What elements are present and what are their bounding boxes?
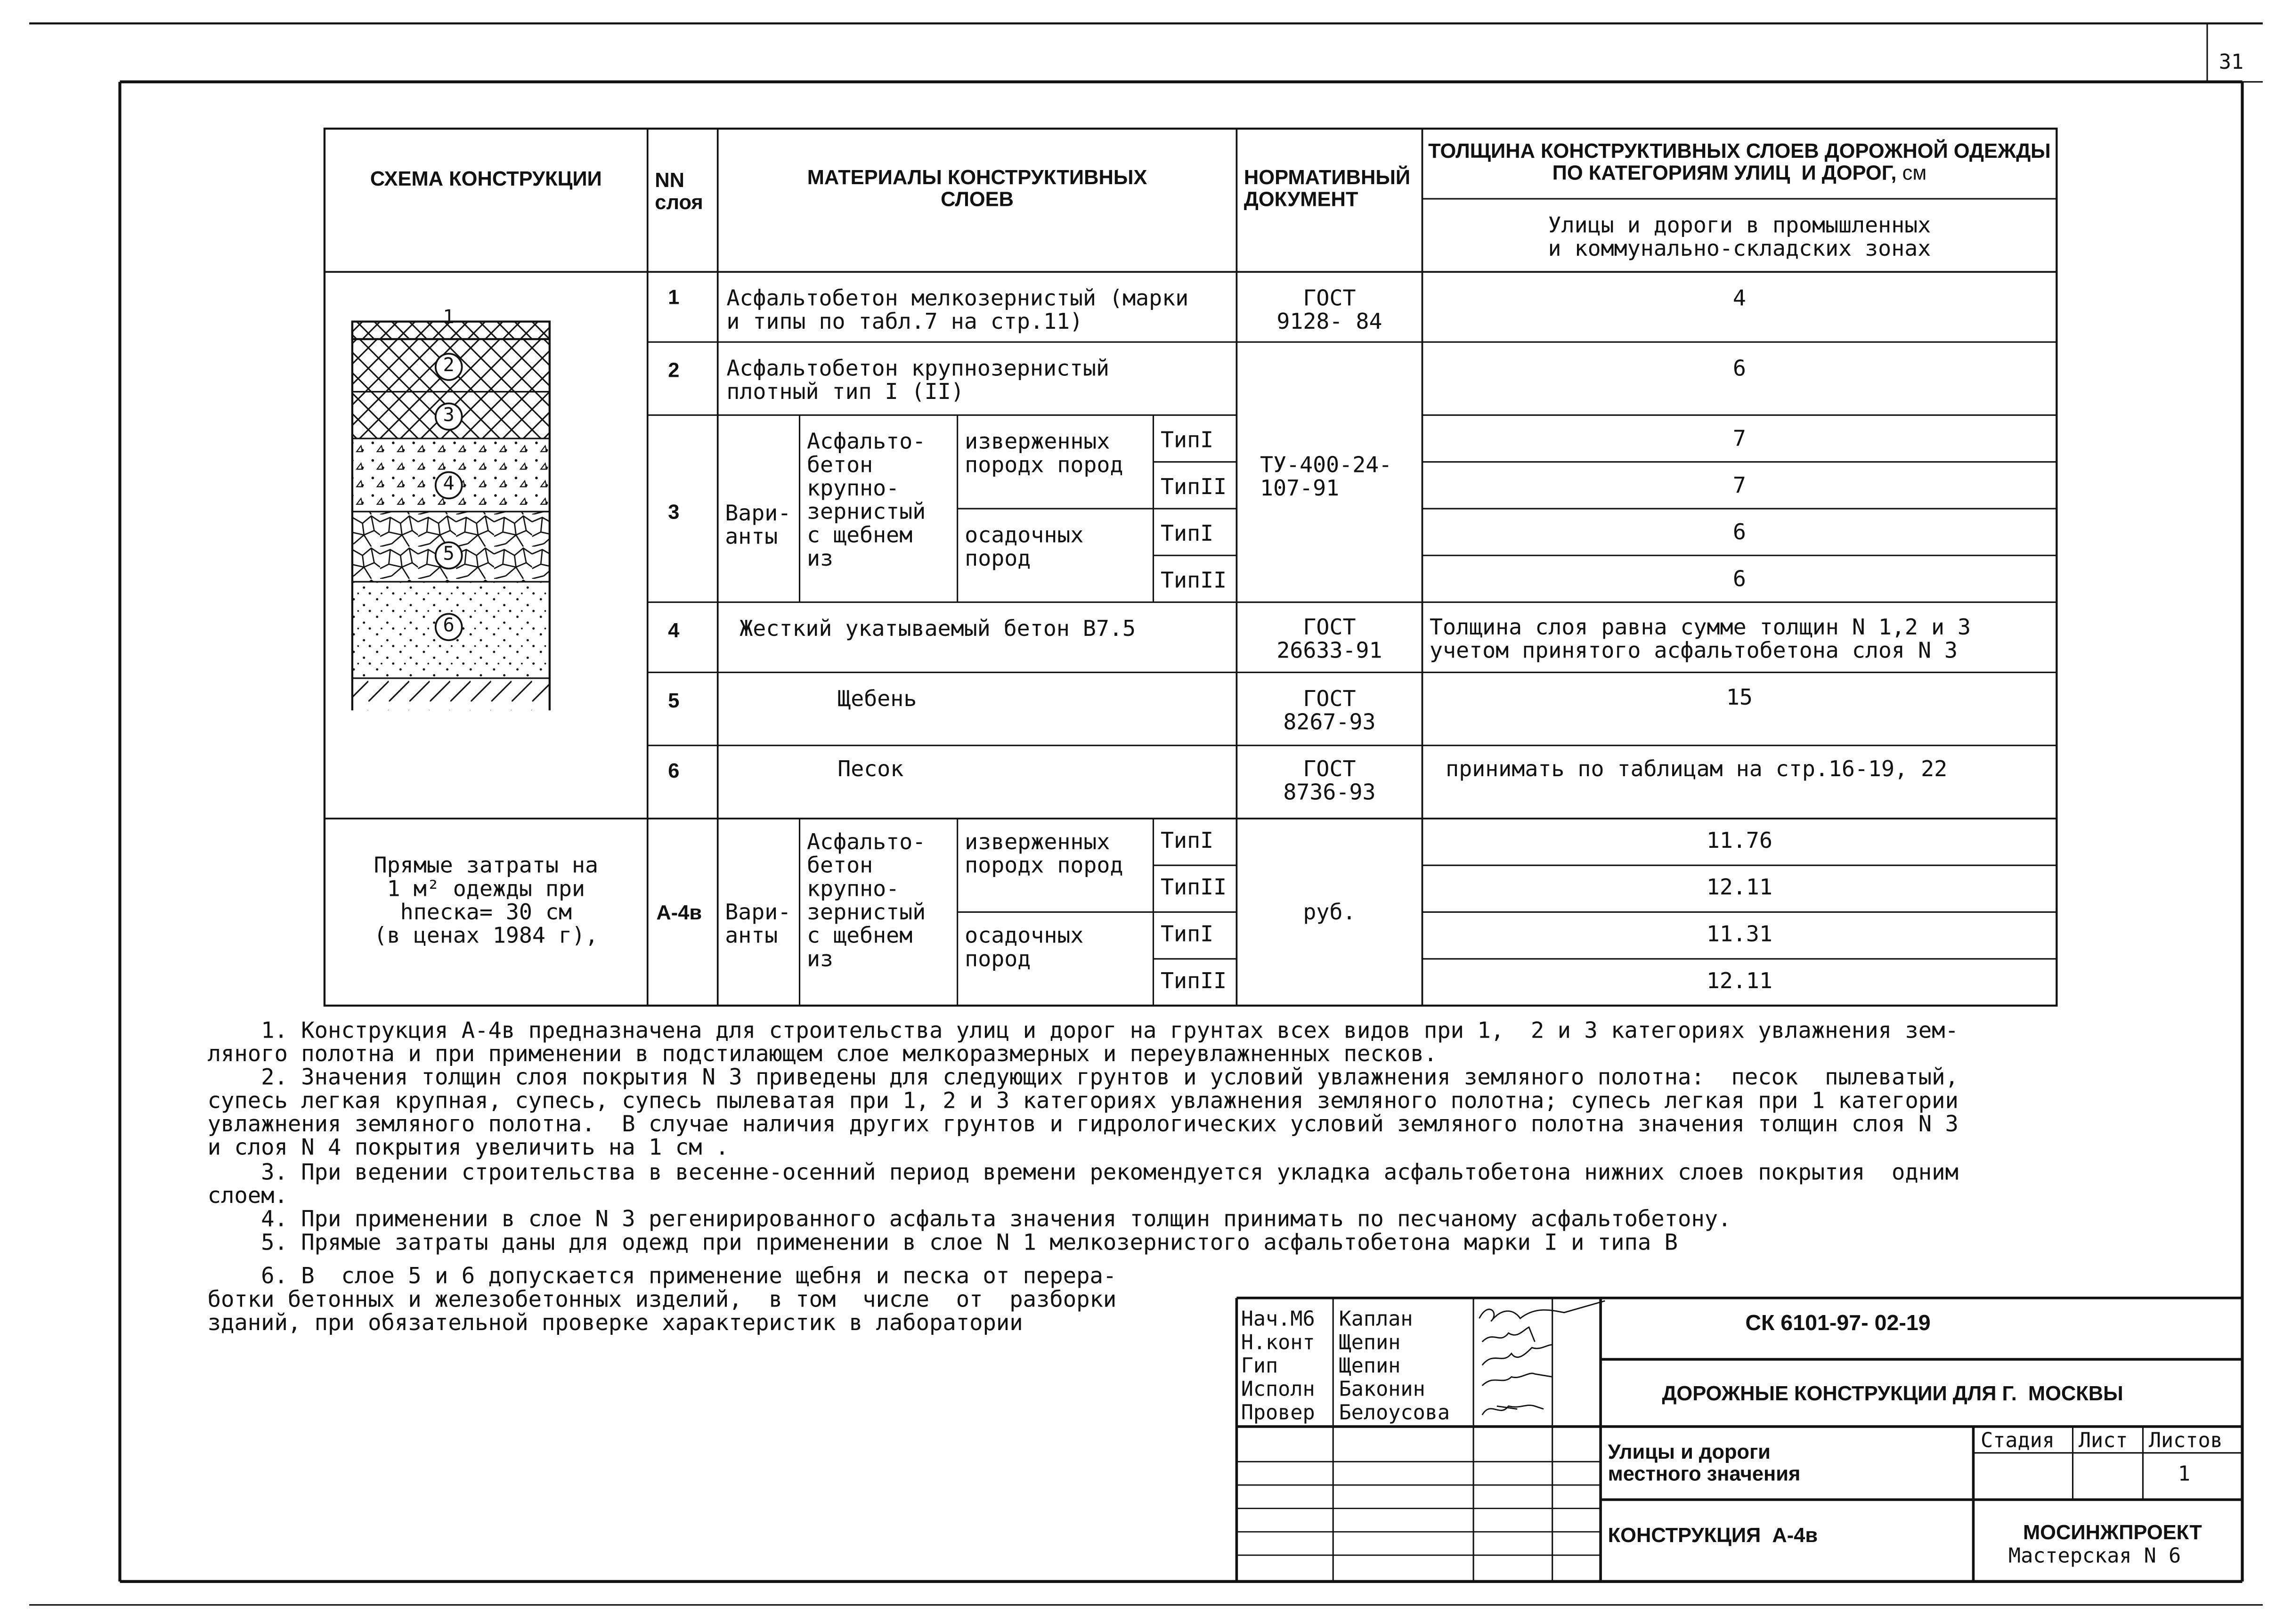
- row-2-value: 6: [1732, 355, 1746, 382]
- scheme-label-6: 6: [443, 615, 455, 638]
- row-4-value: Толщина слоя равна сумме толщин N 1,2 и 3 учетом принятого асфальтобетона слоя N 3: [1430, 614, 1971, 664]
- header-materials: МАТЕРИАЛЫ КОНСТРУКТИВНЫХ СЛОЕВ: [807, 165, 1147, 211]
- row-3-value-2: 7: [1732, 472, 1746, 499]
- note-line: 1. Конструкция А-4в предназначена для строительства улиц и дорог на грунтах всех видов при 1, 2 и 3 категориях увлажнения зем-: [207, 1017, 1959, 1044]
- note-line: 3. При ведении строительства в весенне-осенний период времени рекомендуется укладка асфальтобетона нижних слоев покрытия одним: [207, 1159, 1959, 1186]
- row-3-type-3: ТипI: [1161, 520, 1214, 547]
- stamp-sheets-value: 1: [2178, 1463, 2191, 1487]
- row-2-material: Асфальтобетон крупнозернистый плотный тип I (II): [726, 355, 1110, 405]
- header-thickness-unit: см: [1902, 161, 1927, 185]
- row-3-value-4: 6: [1732, 565, 1746, 592]
- stamp-name-3: Щепин: [1339, 1355, 1401, 1379]
- cost-variants: Вари- анты: [725, 899, 791, 949]
- row-3-doc: ТУ-400-24- 107-91: [1260, 451, 1392, 502]
- stamp-stage-label: Стадия: [1980, 1429, 2055, 1453]
- stamp-construction: КОНСТРУКЦИЯ А-4в: [1608, 1523, 1818, 1547]
- row-4-nn: 4: [668, 618, 680, 642]
- stamp-title: ДОРОЖНЫЕ КОНСТРУКЦИИ ДЛЯ Г. МОСКВЫ: [1662, 1381, 2123, 1405]
- construction-scheme: [352, 322, 550, 710]
- note-line: супесь легкая крупная, супесь, супесь пылеватая при 1, 2 и 3 категориях увлажнения земляного полотна; супесь легкая при 1 категории: [207, 1087, 1959, 1114]
- scheme-label-3: 3: [443, 405, 455, 427]
- cost-label-4: (в ценах 1984 г),: [374, 922, 599, 949]
- scheme-label-1: 1: [443, 307, 455, 329]
- row-3-variants: Вари- анты: [725, 500, 791, 550]
- cost-type-1: ТипI: [1161, 827, 1214, 854]
- cost-value-3: 11.31: [1706, 921, 1772, 947]
- row-5-material: Щебень: [837, 685, 917, 712]
- header-normative: НОРМАТИВНЫЙ ДОКУМЕНТ: [1244, 165, 1411, 211]
- row-2-nn: 2: [668, 358, 680, 382]
- header-scheme: СХЕМА КОНСТРУКЦИИ: [370, 166, 602, 190]
- note-line: увлажнения земляного полотна. В случае наличия других грунтов и гидрологических условий земляного полотна значения толщин слоя N 3: [207, 1111, 1959, 1137]
- stamp-sheet-label: Лист: [2078, 1429, 2128, 1453]
- row-5-value: 15: [1726, 684, 1753, 711]
- note-line: 2. Значения толщин слоя покрытия N 3 приведены для следующих грунтов и условий увлажнения земляного полотна: песок пылеватый,: [207, 1064, 1959, 1091]
- row-6-material: Песок: [837, 755, 904, 782]
- row-6-nn: 6: [668, 758, 680, 782]
- cost-value-1: 11.76: [1706, 827, 1772, 854]
- stamp-role-2: Н.конт: [1241, 1332, 1315, 1355]
- cost-sedimentary: осадочных пород: [965, 922, 1084, 972]
- scheme-label-5: 5: [443, 544, 455, 566]
- row-3-type-4: ТипII: [1161, 567, 1227, 593]
- stamp-role-5: Провер: [1241, 1402, 1315, 1425]
- row-5-nn: 5: [668, 688, 680, 712]
- note-line: зданий, при обязательной проверке характеристик в лаборатории: [207, 1309, 1023, 1336]
- cost-label-3: hпеска= 30 см: [400, 899, 572, 926]
- row-3-type-1: ТипI: [1161, 427, 1214, 454]
- scheme-label-2: 2: [443, 355, 455, 377]
- stamp-name-2: Щепин: [1339, 1332, 1401, 1355]
- header-thickness: [1422, 140, 2057, 184]
- row-3-sedimentary: осадочных пород: [965, 521, 1084, 572]
- header-zone: Улицы и дороги в промышленных и коммунально-складских зонах: [1548, 211, 1931, 262]
- stamp-sheets-label: Листов: [2148, 1429, 2223, 1453]
- cost-type-2: ТипII: [1161, 874, 1227, 901]
- cost-type-4: ТипII: [1161, 967, 1227, 994]
- row-1-nn: 1: [668, 285, 680, 309]
- signatures-image: [1479, 1301, 1605, 1415]
- stamp-workshop: Мастерская N 6: [2008, 1545, 2181, 1568]
- row-4-doc: ГОСТ 26633-91: [1276, 614, 1382, 664]
- row-1-material: Асфальтобетон мелкозернистый (марки и типы по табл.7 на стр.11): [726, 285, 1189, 335]
- row-3-value-3: 6: [1732, 519, 1746, 545]
- stamp-name-1: Каплан: [1339, 1308, 1413, 1332]
- note-line: ботки бетонных и железобетонных изделий, в том числе от разборки: [207, 1286, 1117, 1313]
- row-1-doc: ГОСТ 9128- 84: [1276, 285, 1382, 335]
- stamp-code: СК 6101-97- 02-19: [1745, 1311, 1931, 1336]
- cost-value-4: 12.11: [1706, 967, 1772, 994]
- page-number: 31: [2219, 51, 2244, 75]
- cost-unit: руб.: [1303, 899, 1356, 926]
- cost-type-3: ТипI: [1161, 921, 1214, 947]
- stamp-name-5: Белоусова: [1339, 1402, 1450, 1425]
- row-6-doc: ГОСТ 8736-93: [1283, 755, 1376, 805]
- note-line: ляного полотна и при применении в подстилающем слое мелкоразмерных и переувлажненных песков.: [207, 1040, 1438, 1067]
- cost-value-2: 12.11: [1706, 874, 1772, 901]
- row-5-doc: ГОСТ 8267-93: [1283, 685, 1376, 735]
- cost-label-2: 1 м² одежды при: [387, 875, 585, 902]
- cost-label-1: Прямые затраты на: [374, 852, 599, 879]
- row-3-sub-material: Асфальто- бетон крупно- зернистый с щебнем из: [807, 428, 926, 572]
- scheme-label-4: 4: [443, 473, 455, 496]
- row-3-type-2: ТипII: [1161, 473, 1227, 500]
- cost-code: А-4в: [656, 900, 702, 924]
- row-6-value: принимать по таблицам на стр.16-19, 22: [1446, 755, 1948, 782]
- stamp-subtitle: Улицы и дороги местного значения: [1608, 1439, 1801, 1485]
- note-line: 4. При применении в слое N 3 регенирированного асфальта значения толщин принимать по песчаному асфальтобетону.: [207, 1206, 1731, 1233]
- stamp-role-1: Нач.М6: [1241, 1308, 1315, 1332]
- row-4-material: Жесткий укатываемый бетон В7.5: [740, 615, 1136, 642]
- cost-igneous: изверженных породх пород: [965, 828, 1123, 879]
- row-3-nn: 3: [668, 500, 680, 523]
- row-1-value: 4: [1732, 285, 1746, 312]
- cost-sub-material: Асфальто- бетон крупно- зернистый с щебнем из: [807, 828, 926, 972]
- stamp-role-4: Исполн: [1241, 1378, 1315, 1402]
- stamp-role-3: Гип: [1241, 1355, 1278, 1379]
- note-line: слоем.: [207, 1182, 288, 1209]
- row-3-value-1: 7: [1732, 425, 1746, 452]
- stamp-org: МОСИНЖПРОЕКТ: [2023, 1520, 2202, 1544]
- note-line: 5. Прямые затраты даны для одежд при применении в слое N 1 мелкозернистого асфальтобетона марки I и типа В: [207, 1229, 1678, 1256]
- stamp-name-4: Баконин: [1339, 1378, 1425, 1402]
- header-thickness-text: ТОЛЩИНА КОНСТРУКТИВНЫХ СЛОЕВ ДОРОЖНОЙ ОДЕЖДЫ ПО КАТЕГОРИЯМ УЛИЦ И ДОРОГ,: [1428, 138, 2051, 185]
- note-line: и слоя N 4 покрытия увеличить на 1 см .: [207, 1134, 729, 1161]
- header-nn: NN слоя: [655, 168, 703, 214]
- row-3-igneous: изверженных породх пород: [965, 428, 1123, 478]
- note-line: 6. В слое 5 и 6 допускается применение щебня и песка от перера-: [207, 1263, 1117, 1290]
